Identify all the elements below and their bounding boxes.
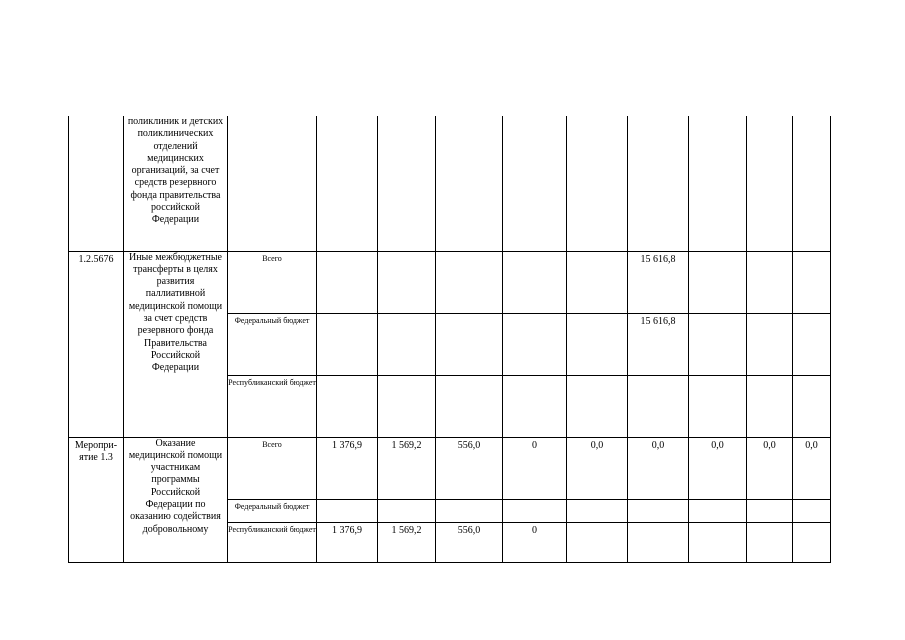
value-cell <box>628 375 689 437</box>
value-cell: 1 569,2 <box>378 437 436 499</box>
value-cell <box>503 313 567 375</box>
table-row <box>69 116 831 251</box>
value-cell: 0,0 <box>567 437 628 499</box>
value-cell <box>378 499 436 522</box>
value-cell <box>436 116 503 251</box>
budget-table <box>68 116 831 563</box>
value-cell <box>567 313 628 375</box>
funding-source: Всего <box>228 251 317 313</box>
value-cell: 0,0 <box>793 437 831 499</box>
value-cell <box>747 251 793 313</box>
value-cell <box>503 499 567 522</box>
value-cell <box>628 499 689 522</box>
row-code: 1.2.5676 <box>69 251 124 437</box>
value-cell <box>689 313 747 375</box>
value-cell <box>567 251 628 313</box>
value-cell <box>747 116 793 251</box>
row-name: Иные межбюджетные трансферты в целях развития паллиативной медицинской помощи за счет средств резервного фонда Правительства Российской Федерации <box>124 251 228 437</box>
value-cell: 1 569,2 <box>378 522 436 562</box>
value-cell <box>436 375 503 437</box>
row-code: Меропри-ятие 1.3 <box>69 437 124 562</box>
value-cell: 556,0 <box>436 522 503 562</box>
value-cell <box>317 375 378 437</box>
value-cell <box>567 499 628 522</box>
funding-source: Федеральный бюджет <box>228 499 317 522</box>
value-cell <box>317 313 378 375</box>
value-cell <box>378 116 436 251</box>
value-cell: 556,0 <box>436 437 503 499</box>
row-name: поликлиник и детских поликлинических отделений медицинских организаций, за счет средств резервного фонда правительства российской Федерации <box>124 116 228 251</box>
funding-source: Федеральный бюджет <box>228 313 317 375</box>
value-cell <box>793 116 831 251</box>
value-cell <box>567 522 628 562</box>
value-cell <box>747 522 793 562</box>
value-cell <box>793 251 831 313</box>
value-cell <box>317 116 378 251</box>
value-cell <box>747 313 793 375</box>
value-cell <box>747 499 793 522</box>
value-cell <box>378 313 436 375</box>
value-cell <box>567 116 628 251</box>
value-cell: 0 <box>503 437 567 499</box>
table-row <box>69 437 831 499</box>
value-cell <box>747 375 793 437</box>
value-cell <box>628 116 689 251</box>
value-cell <box>689 499 747 522</box>
value-cell: 15 616,8 <box>628 251 689 313</box>
value-cell <box>378 251 436 313</box>
funding-source <box>228 116 317 251</box>
value-cell <box>793 499 831 522</box>
value-cell <box>793 375 831 437</box>
value-cell <box>317 251 378 313</box>
value-cell <box>378 375 436 437</box>
value-cell <box>503 116 567 251</box>
table-row <box>69 251 831 313</box>
value-cell <box>503 375 567 437</box>
value-cell <box>503 251 567 313</box>
value-cell <box>689 522 747 562</box>
value-cell <box>793 313 831 375</box>
value-cell <box>628 522 689 562</box>
value-cell <box>793 522 831 562</box>
row-code <box>69 116 124 251</box>
value-cell <box>689 375 747 437</box>
funding-source: Всего <box>228 437 317 499</box>
value-cell: 15 616,8 <box>628 313 689 375</box>
value-cell <box>436 313 503 375</box>
value-cell <box>689 116 747 251</box>
value-cell <box>436 251 503 313</box>
row-name: Оказание медицинской помощи участникам программы Российской Федерации по оказанию содействия добровольному <box>124 437 228 562</box>
value-cell <box>436 499 503 522</box>
value-cell: 1 376,9 <box>317 437 378 499</box>
funding-source: Республиканский бюджет <box>228 522 317 562</box>
value-cell: 0,0 <box>747 437 793 499</box>
value-cell <box>689 251 747 313</box>
funding-source: Республиканский бюджет <box>228 375 317 437</box>
value-cell: 0 <box>503 522 567 562</box>
value-cell: 0,0 <box>628 437 689 499</box>
value-cell: 1 376,9 <box>317 522 378 562</box>
value-cell <box>317 499 378 522</box>
value-cell: 0,0 <box>689 437 747 499</box>
value-cell <box>567 375 628 437</box>
